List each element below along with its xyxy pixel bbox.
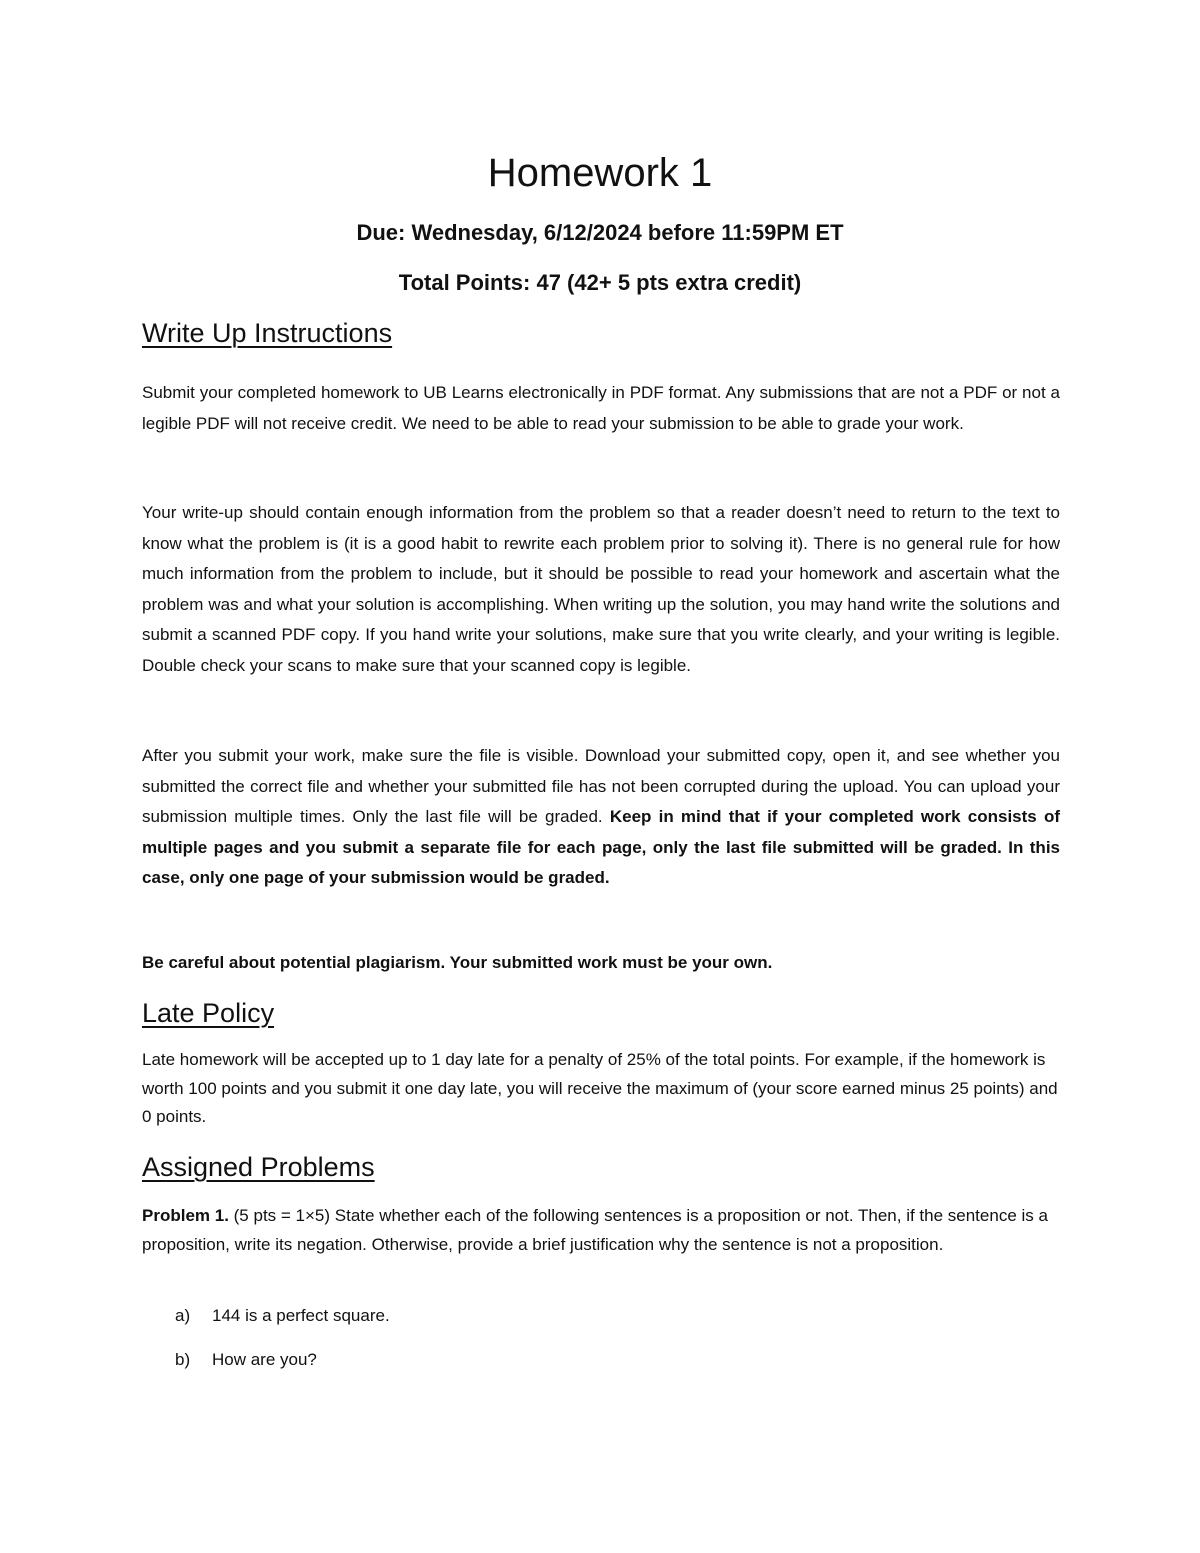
item-label: b) (175, 1350, 191, 1369)
write-up-paragraph-1: Submit your completed homework to UB Learns electronically in PDF format. Any submissions that are not a PDF or not a legible PDF will not receive credit. We need to be able to read your submission to be able to grade your work. (142, 383, 1060, 433)
assigned-problems-heading: Assigned Problems (142, 1152, 375, 1182)
item-text: How are you? (212, 1350, 317, 1369)
write-up-paragraph-2: Your write-up should contain enough information from the problem so that a reader doesn’t need to return to the text to know what the problem is (it is a good habit to rewrite each problem prior to solving it). There is no general rule for how much information from the problem to include, but it should be possible to read your homework and ascertain what the problem was and what your solution is accomplishing. When writing up the solution, you may hand write the solutions and submit a scanned PDF copy. If you hand write your solutions, make sure that you write clearly, and your writing is legible. Double check your scans to make sure that your scanned copy is legible. (142, 503, 1060, 675)
plagiarism-note (142, 948, 1060, 979)
due-date: Due: Wednesday, 6/12/2024 before 11:59PM ET (356, 220, 844, 245)
problem-1 (142, 1202, 1060, 1259)
document-title: Homework 1 (487, 151, 713, 195)
item-label: a) (175, 1306, 191, 1325)
write-up-paragraph-3 (142, 741, 1060, 894)
plagiarism-note-text: Be careful about potential plagiarism. Your submitted work must be your own. (142, 953, 773, 972)
item-text: 144 is a perfect square. (212, 1306, 390, 1325)
problem-1-item-a (175, 1303, 390, 1329)
problem-1-item-b (175, 1347, 317, 1373)
write-up-paragraph-3-normal: After you submit your work, make sure the file is visible. Download your submitted copy, open it, and see whether you submitted the correct file and whether your submitted file has not been corrupted during the upload. You can upload your submission multiple times. Only the last file will be graded. (142, 746, 1060, 826)
total-points: Total Points: 47 (42+ 5 pts extra credit) (398, 270, 802, 295)
late-policy-heading: Late Policy (142, 998, 275, 1028)
problem-1-label: Problem 1. (142, 1206, 229, 1225)
write-up-paragraph-3-bold: Keep in mind that if your completed work consists of multiple pages and you submit a separate file for each page, only the last file submitted will be graded. In this case, only one page of your submission would be graded. (142, 807, 1060, 887)
late-policy-text: Late homework will be accepted up to 1 day late for a penalty of 25% of the total points. For example, if the homework is worth 100 points and you submit it one day late, you will receive the maximum of (your score earned minus 25 points) and 0 points. (142, 1050, 1058, 1126)
problem-1-text: State whether each of the following sentences is a proposition or not. Then, if the sentence is a proposition, write its negation. Otherwise, provide a brief justification why the sentence is not a proposition. (142, 1206, 1048, 1254)
write-up-heading: Write Up Instructions (142, 318, 393, 348)
problem-1-points: (5 pts = 1×5) (228, 1206, 331, 1225)
